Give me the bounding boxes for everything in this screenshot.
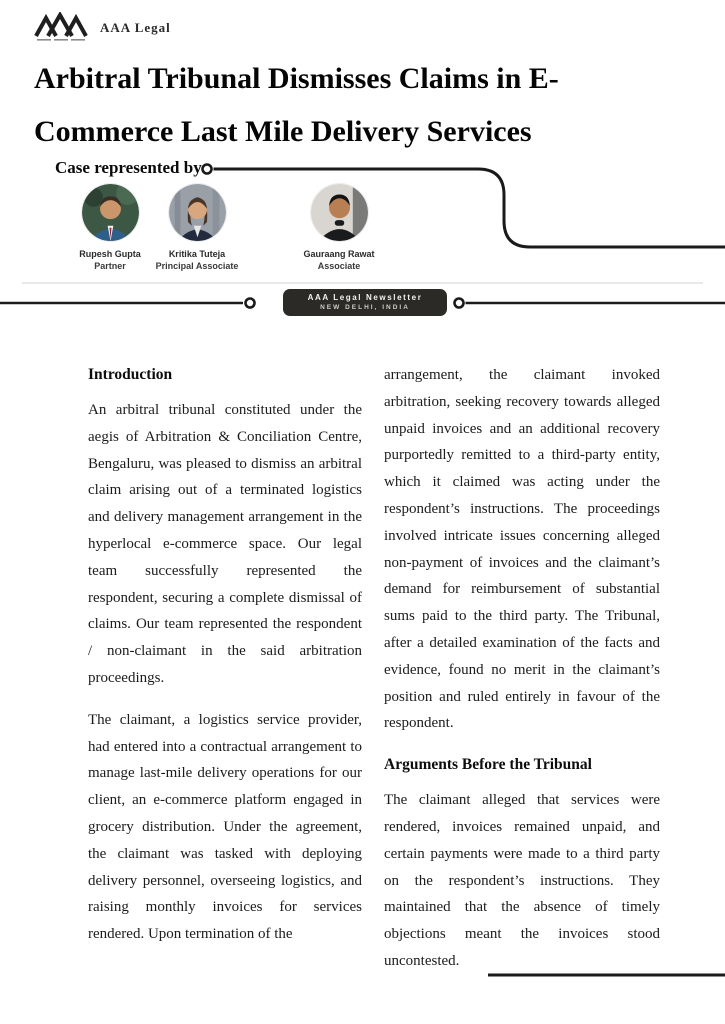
member-name: Kritika Tuteja (168, 249, 226, 259)
section-heading-introduction: Introduction (88, 366, 173, 383)
article-left-column (88, 362, 362, 963)
team-member-kritika-tuteja (141, 184, 253, 272)
page-title (34, 52, 694, 158)
brand-logo (34, 12, 171, 44)
team-member-gauraang-rawat (283, 184, 395, 272)
paragraph: The claimant alleged that services were rendered, invoices remained unpaid, and certain payments were made to a third party on the respondent’s instructions. They maintained that the absence of timely objections meant the invoices stood uncontested. (384, 792, 660, 969)
page-title-line-2: Commerce Last Mile Delivery Services (34, 115, 532, 148)
newsletter-badge-location: NEW DELHI, INDIA (320, 304, 410, 311)
member-name: Gauraang Rawat (303, 249, 375, 259)
member-role: Principal Associate (155, 261, 239, 271)
connector-ring-icon (455, 299, 464, 308)
newsletter-badge (283, 289, 447, 316)
member-role: Associate (317, 261, 361, 271)
section-heading-arguments: Arguments Before the Tribunal (384, 756, 592, 774)
connector-ring-icon (246, 299, 255, 308)
paragraph: arrangement, the claimant invoked arbitration, seeking recovery towards alleged unpaid invoices and an additional recovery purportedly remitted to a third-party entity, which it claimed was acting under the respondent’s instructions. The proceedings involved intricate issues concerning alleged non-payment of invoices and the claimant’s demand for reimbursement of substantial sums paid to the third party. The Tribunal, after a detailed examination of the facts and evidence, found no merit in the claimant’s position and ruled entirely in favour of the respondent. (384, 367, 660, 732)
avatar-gauraang-rawat (311, 184, 368, 241)
case-represented-label: Case represented by (55, 158, 202, 177)
avatar-kritika-tuteja (169, 184, 226, 241)
paragraph: An arbitral tribunal constituted under the aegis of Arbitration & Conciliation Centre, Bengaluru, was pleased to dismiss an arbitral claim arising out of a terminated logistics and delivery management arrangement in the hyperlocal e-commerce space. Our legal team successfully represented the respondent, securing a complete dismissal of claims. Our team represented the respondent / non-claimant in the said arbitration proceedings. (88, 402, 362, 686)
triple-peak-logo-icon (34, 12, 90, 44)
paragraph: The claimant, a logistics service provider, had entered into a contractual arrangement to manage last-mile delivery operations for our client, an e-commerce platform engaged in grocery distribution. Under the agreement, the claimant was tasked with deploying delivery personnel, overseeing logistics, and raising monthly invoices for services rendered. Upon termination of the (88, 711, 362, 943)
avatar-rupesh-gupta (82, 184, 139, 241)
connector-ring-icon (203, 165, 212, 174)
member-name: Rupesh Gupta (79, 249, 141, 259)
member-role: Partner (94, 261, 126, 271)
page-title-line-1: Arbitral Tribunal Dismisses Claims in E- (34, 62, 559, 95)
brand-name: AAA Legal (100, 20, 171, 35)
newsletter-badge-title: AAA Legal Newsletter (307, 293, 423, 302)
article-right-column (384, 362, 660, 990)
